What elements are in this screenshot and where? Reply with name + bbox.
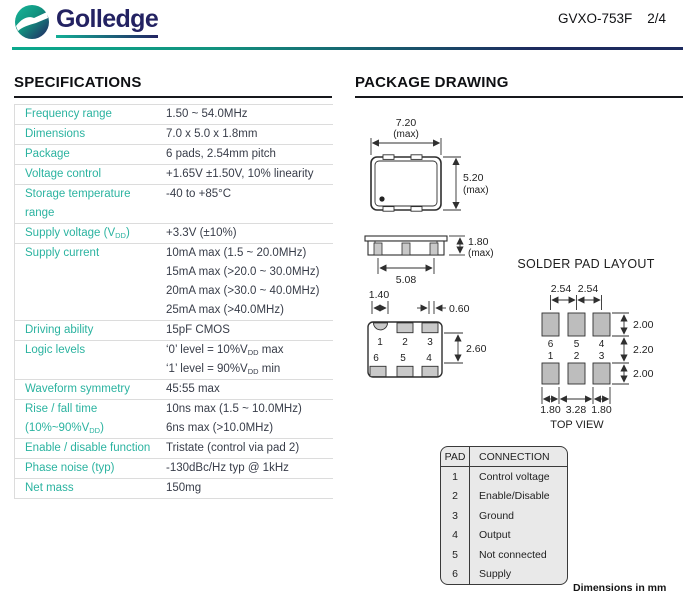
- table-row: [15, 185, 333, 224]
- spec-value: 150mg: [166, 482, 202, 494]
- dim-label: (max): [468, 248, 494, 259]
- package-top-view-drawing: [371, 117, 489, 211]
- specifications-table: [14, 104, 333, 499]
- spec-value: 7.0 x 5.0 x 1.8mm: [166, 128, 258, 140]
- dim-label: 2.00: [633, 368, 654, 380]
- spec-label: Phase noise (typ): [25, 462, 115, 474]
- spec-label: Frequency range: [25, 108, 112, 120]
- document-reference: [558, 11, 666, 26]
- package-drawing-title: PACKAGE DRAWING: [355, 74, 683, 98]
- pad-number: 1: [377, 337, 383, 348]
- spec-value: 1.50 ~ 54.0MHz: [166, 108, 248, 120]
- spec-value: ‘0’ level = $10\%V_{DD}$ max ‘1’ level = $90\%V_{DD}$ min: [166, 344, 284, 376]
- view-label: TOP VIEW: [550, 419, 604, 431]
- table-row: 4 Output: [441, 526, 567, 545]
- dim-label: (max): [393, 129, 419, 140]
- spec-label: Waveform symmetry: [25, 383, 130, 395]
- logo-wordmark: Golledge: [56, 4, 158, 38]
- dim-label: 2.00: [633, 319, 654, 331]
- table-row: [15, 439, 333, 459]
- spec-label: Dimensions: [25, 128, 86, 140]
- dim-label: 2.20: [633, 344, 654, 356]
- table-row: [15, 244, 333, 321]
- table-row: [15, 321, 333, 341]
- dim-label: 1.40: [368, 289, 390, 301]
- dim-label: 5.08: [395, 274, 417, 286]
- spec-label: Package: [25, 148, 70, 160]
- table-row: [15, 165, 333, 185]
- dim-label: 7.20: [395, 117, 417, 129]
- table-row: [15, 105, 333, 125]
- package-bottom-view-drawing: [368, 289, 487, 377]
- pad-number: 4: [598, 339, 605, 350]
- table-row: [15, 341, 333, 380]
- pad-number: 5: [573, 339, 580, 350]
- dim-label: 2.60: [466, 343, 487, 355]
- dim-label: (max): [463, 185, 489, 196]
- pad-number: 6: [373, 353, 379, 364]
- pad-number: 1: [547, 351, 554, 362]
- table-row: [15, 400, 333, 439]
- header-divider: [12, 47, 683, 50]
- spec-label: Net mass: [25, 482, 74, 494]
- spec-value: 45:55 max: [166, 383, 220, 395]
- spec-label: Logic levels: [25, 344, 86, 356]
- spec-value: +3.3V (±10%): [166, 227, 237, 239]
- pad-number: 2: [402, 337, 408, 348]
- table-row: [15, 380, 333, 400]
- dim-label: 1.80: [591, 404, 612, 416]
- spec-label: Supply current: [25, 247, 100, 259]
- pad-number: 3: [427, 337, 433, 348]
- table-row: 3 Ground: [441, 506, 567, 525]
- spec-label: Storage temperature range: [25, 188, 131, 219]
- pad-number: 2: [573, 351, 580, 362]
- table-row: [15, 459, 333, 479]
- table-row: 2 Enable/Disable: [441, 487, 567, 506]
- table-row: 5 Not connected: [441, 545, 567, 564]
- golledge-logo: [14, 4, 158, 40]
- spec-value: 6 pads, 2.54mm pitch: [166, 148, 276, 160]
- pad-column-header: PAD: [441, 447, 470, 466]
- spec-value: +1.65V ±1.50V, 10% linearity: [166, 168, 314, 180]
- pad-number: 5: [400, 353, 406, 364]
- dimensions-note: Dimensions in mm: [573, 582, 667, 594]
- table-row: 6 Supply: [441, 564, 567, 583]
- spec-value: 15pF CMOS: [166, 324, 230, 336]
- connection-column-header: CONNECTION: [479, 450, 550, 463]
- pad-table-header: [441, 447, 567, 467]
- dim-label: 5.20: [463, 172, 484, 184]
- dim-label: 1.80: [468, 236, 489, 248]
- pad-connection-table: [440, 446, 568, 585]
- table-row: [15, 125, 333, 145]
- spec-value: -130dBc/Hz typ @ 1kHz: [166, 462, 289, 474]
- part-number: GVXO-753F: [557, 11, 633, 26]
- dim-label: 3.28: [565, 404, 587, 416]
- specifications-title: SPECIFICATIONS: [14, 74, 332, 98]
- spec-label: Voltage control: [25, 168, 102, 180]
- spec-label: Rise / fall time $(10\%\sim 90\%V_{DD})$: [25, 403, 104, 435]
- pad-number: 3: [598, 351, 605, 362]
- table-row: [15, 479, 333, 499]
- spec-label: Enable / disable function: [25, 442, 151, 454]
- solder-pad-layout-title: SOLDER PAD LAYOUT: [517, 257, 655, 271]
- pin1-marker-dot: [379, 196, 384, 201]
- spec-value: Tristate (control via pad 2): [166, 442, 300, 454]
- dim-label: 2.54: [550, 283, 572, 295]
- spec-label: Supply voltage $(V_{DD})$: [25, 227, 130, 240]
- spec-value: -40 to +85°C: [166, 188, 232, 200]
- dim-label: 0.60: [449, 303, 470, 315]
- table-row: [15, 145, 333, 165]
- page-number: 2/4: [647, 11, 666, 26]
- package-side-view-drawing: [365, 236, 494, 286]
- spec-value: 10mA max (1.5 ~ 20.0MHz) 15mA max (>20.0 ~ 30.0MHz) 20mA max (>30.0 ~ 40.0MHz) 25mA max (>40.0MHz): [166, 247, 320, 316]
- table-row: [15, 224, 333, 244]
- spec-value: 10ns max (1.5 ~ 10.0MHz) 6ns max (>10.0MHz): [166, 403, 302, 434]
- table-row: 1 Control voltage: [441, 467, 567, 486]
- pad-number: 4: [426, 353, 432, 364]
- golledge-logo-icon: [14, 4, 50, 40]
- dim-label: 2.54: [577, 283, 599, 295]
- pad-number: 6: [547, 339, 554, 350]
- solder-pad-layout-drawing: [517, 257, 654, 431]
- package-drawing-figure: [345, 96, 694, 436]
- spec-label: Driving ability: [25, 324, 94, 336]
- dim-label: 1.80: [540, 404, 561, 416]
